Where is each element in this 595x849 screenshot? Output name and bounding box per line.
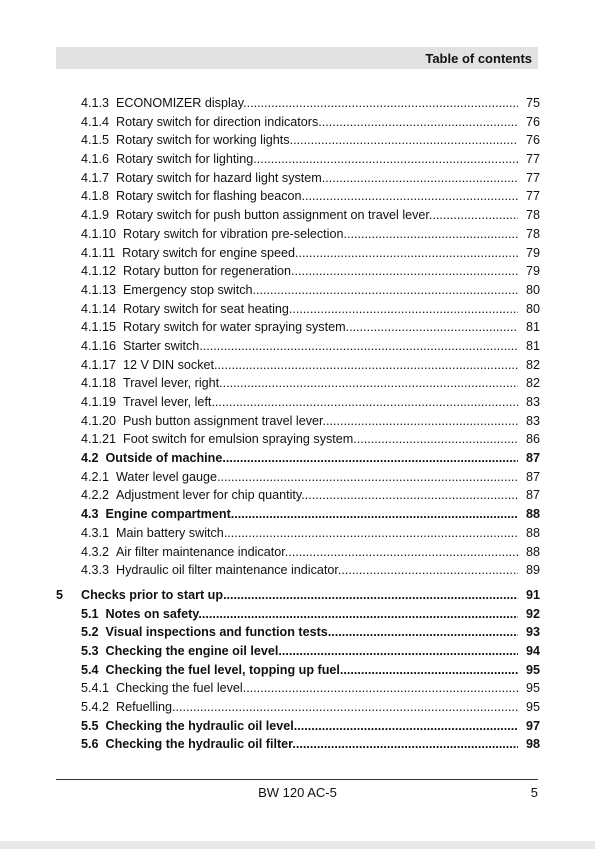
toc-entry[interactable] bbox=[56, 113, 540, 132]
toc-entry[interactable] bbox=[56, 131, 540, 150]
toc-entry-text: Rotary switch for engine speed bbox=[122, 245, 295, 260]
toc-entry-text: Rotary switch for seat heating bbox=[123, 301, 289, 316]
toc-entry-title bbox=[81, 468, 518, 487]
toc-entry[interactable] bbox=[56, 300, 540, 319]
toc-entry-number: 4.1.8 bbox=[81, 189, 110, 204]
toc-entry-number: 5.4.1 bbox=[81, 681, 110, 696]
toc-entry-page: 94 bbox=[525, 643, 540, 658]
toc-entry-title bbox=[81, 561, 518, 580]
toc-entry[interactable] bbox=[56, 206, 540, 225]
toc-entry-title bbox=[81, 623, 518, 642]
toc-entry-page: 88 bbox=[525, 544, 540, 559]
toc-entry-text: Engine compartment bbox=[105, 507, 231, 522]
toc-entry-number: 5.4 bbox=[81, 662, 99, 677]
toc-entry-title bbox=[81, 543, 518, 562]
toc-entry-page: 81 bbox=[525, 338, 540, 353]
page-header bbox=[56, 47, 538, 69]
toc-entry-number: 4.1.7 bbox=[81, 170, 110, 185]
toc-entry-text: Rotary switch for hazard light system bbox=[116, 170, 322, 185]
toc-entry-title bbox=[81, 524, 518, 543]
toc-entry-number: 4.3.2 bbox=[81, 544, 110, 559]
toc-entry-title bbox=[81, 430, 518, 449]
toc-entry-text: Foot switch for emulsion spraying system bbox=[123, 432, 354, 447]
toc-entry-page: 75 bbox=[525, 96, 540, 110]
toc-entry-title bbox=[81, 505, 518, 524]
footer-divider bbox=[56, 779, 538, 780]
toc-entry-text: Rotary switch for lighting bbox=[116, 152, 254, 167]
toc-entry-page: 80 bbox=[525, 301, 540, 316]
toc-entry-number: 4.1.6 bbox=[81, 152, 110, 167]
toc-entry-page: 86 bbox=[525, 432, 540, 447]
toc-entry[interactable] bbox=[56, 337, 540, 356]
toc-entry-text: Rotary button for regeneration bbox=[123, 264, 292, 279]
toc-entry-text: Visual inspections and function tests bbox=[105, 625, 328, 640]
toc-entry-number: 4.1.15 bbox=[81, 320, 117, 335]
chapter-page: 91 bbox=[525, 587, 540, 602]
toc-section-5 bbox=[56, 605, 540, 755]
toc-entry[interactable] bbox=[56, 244, 540, 263]
toc-entry-number: 5.4.2 bbox=[81, 700, 110, 714]
toc-entry-title bbox=[81, 337, 518, 356]
toc-entry-page: 88 bbox=[525, 525, 540, 540]
toc-entry-number: 4.3.1 bbox=[81, 525, 110, 540]
toc-entry-page: 87 bbox=[525, 469, 540, 484]
toc-entry-number: 4.1.3 bbox=[81, 96, 110, 110]
toc-entry[interactable] bbox=[56, 430, 540, 449]
toc-entry-title bbox=[81, 412, 518, 431]
chapter-title: Checks prior to start up ..... bbox=[81, 586, 518, 605]
toc-entry-page: 83 bbox=[525, 413, 540, 428]
toc-entry[interactable] bbox=[56, 679, 540, 698]
toc-entry-number: 4.1.9 bbox=[81, 208, 110, 223]
toc-entry-title bbox=[81, 113, 518, 132]
toc-entry-text: Rotary switch for direction indicators bbox=[116, 114, 319, 129]
toc-entry-text: 12 V DIN socket bbox=[123, 357, 215, 372]
toc-entry-title bbox=[81, 169, 518, 188]
toc-entry-title bbox=[81, 187, 518, 206]
toc-entry-number: 4.1.4 bbox=[81, 114, 110, 129]
toc-entry-title bbox=[81, 717, 518, 736]
toc-entry-number: 4.1.12 bbox=[81, 264, 117, 279]
toc-entry-title bbox=[81, 318, 518, 337]
toc-entry-text: Checking the fuel level bbox=[116, 681, 243, 696]
toc-entry-text: Checking the fuel level, topping up fuel bbox=[105, 662, 340, 677]
toc-entry-title bbox=[81, 94, 518, 113]
toc-entry-number: 4.1.17 bbox=[81, 357, 117, 372]
toc-entry[interactable] bbox=[56, 642, 540, 661]
toc-entry-page: 78 bbox=[525, 208, 540, 223]
toc-entry-text: Emergency stop switch bbox=[123, 282, 253, 297]
toc-entry-page: 92 bbox=[525, 606, 540, 621]
toc-entry[interactable] bbox=[56, 412, 540, 431]
toc-entry-title bbox=[81, 281, 518, 300]
toc-entry-number: 4.1.10 bbox=[81, 226, 117, 241]
toc-entry[interactable] bbox=[56, 150, 540, 169]
toc-entry-page: 81 bbox=[525, 320, 540, 335]
toc-entry-number: 4.2.1 bbox=[81, 469, 110, 484]
toc-entry-number: 5.1 bbox=[81, 606, 99, 621]
toc-entry-page: 95 bbox=[525, 681, 540, 696]
toc-entry-text: Checking the engine oil level bbox=[105, 643, 279, 658]
toc-entry-number: 4.1.19 bbox=[81, 395, 117, 409]
toc-entry-page: 89 bbox=[525, 563, 540, 578]
toc-entry-text: Travel lever, right bbox=[123, 376, 220, 391]
header-title: Table of contents bbox=[425, 51, 532, 66]
toc-entry[interactable] bbox=[56, 605, 540, 624]
toc-entry[interactable] bbox=[56, 356, 540, 375]
toc-entry-text: Travel lever, left bbox=[123, 395, 212, 409]
toc-chapter-5[interactable] bbox=[56, 586, 540, 605]
toc-entry-number: 4.1.20 bbox=[81, 413, 117, 428]
toc-entry-title bbox=[81, 449, 518, 468]
toc-entry-page: 98 bbox=[525, 737, 540, 752]
toc-entry-page: 77 bbox=[525, 189, 540, 204]
toc-entry-page: 88 bbox=[525, 507, 540, 522]
toc-entry[interactable] bbox=[56, 449, 540, 468]
toc-entry-page: 79 bbox=[525, 245, 540, 260]
toc-section-4 bbox=[56, 94, 540, 580]
toc-entry-page: 76 bbox=[525, 114, 540, 129]
toc-entry[interactable] bbox=[56, 661, 540, 680]
toc-entry[interactable] bbox=[56, 281, 540, 300]
toc-entry-page: 83 bbox=[525, 395, 540, 409]
toc-entry-page: 95 bbox=[525, 662, 540, 677]
toc-entry-page: 82 bbox=[525, 376, 540, 391]
toc-entry[interactable] bbox=[56, 318, 540, 337]
toc-entry[interactable] bbox=[56, 262, 540, 281]
toc-entry-text: ECONOMIZER display bbox=[116, 96, 244, 110]
toc-entry-title bbox=[81, 131, 518, 150]
toc-entry-text: Rotary switch for water spraying system bbox=[123, 320, 346, 335]
toc-entry-number: 4.1.11 bbox=[81, 245, 116, 260]
toc-entry-page: 78 bbox=[525, 226, 540, 241]
toc-entry-number: 5.6 bbox=[81, 737, 99, 752]
toc-entry-text: Checking the hydraulic oil level bbox=[105, 718, 294, 733]
toc-entry-title bbox=[81, 698, 518, 717]
toc-entry[interactable] bbox=[56, 543, 540, 562]
toc-entry-text: Checking the hydraulic oil filter bbox=[105, 737, 293, 752]
toc-entry-text: Main battery switch bbox=[116, 525, 224, 540]
toc-entry-title bbox=[81, 642, 518, 661]
toc-entry-title bbox=[81, 605, 518, 624]
toc-entry[interactable] bbox=[56, 169, 540, 188]
toc-entry-number: 4.3.3 bbox=[81, 563, 110, 578]
toc-entry-title bbox=[81, 393, 518, 412]
toc-entry-page: 80 bbox=[525, 282, 540, 297]
toc-entry-page: 93 bbox=[525, 625, 540, 640]
toc-entry-title bbox=[81, 356, 518, 375]
toc-entry[interactable] bbox=[56, 374, 540, 393]
toc-entry-title bbox=[81, 150, 518, 169]
toc-entry[interactable] bbox=[56, 393, 540, 412]
toc-entry[interactable] bbox=[56, 94, 540, 113]
toc-entry-title bbox=[81, 679, 518, 698]
toc-entry-number: 4.1.5 bbox=[81, 133, 110, 148]
toc-entry-text: Starter switch bbox=[123, 338, 200, 353]
toc-entry-text: Refuelling bbox=[116, 700, 173, 714]
toc-entry-title bbox=[81, 735, 518, 754]
toc-entry-title bbox=[81, 244, 518, 263]
footer-document-title: BW 120 AC-5 bbox=[258, 785, 337, 800]
toc-entry-number: 4.2 bbox=[81, 451, 99, 466]
toc-entry-number: 4.1.18 bbox=[81, 376, 117, 391]
table-of-contents bbox=[56, 94, 540, 754]
toc-entry-title bbox=[81, 300, 518, 319]
toc-entry-page: 77 bbox=[525, 152, 540, 167]
toc-entry-text: Rotary switch for working lights bbox=[116, 133, 290, 148]
toc-entry-page: 97 bbox=[525, 718, 540, 733]
toc-entry[interactable] bbox=[56, 225, 540, 244]
toc-entry-text: Adjustment lever for chip quantity bbox=[116, 488, 302, 503]
toc-entry[interactable] bbox=[56, 698, 540, 717]
toc-entry[interactable] bbox=[56, 735, 540, 754]
toc-entry-number: 4.1.14 bbox=[81, 301, 117, 316]
toc-entry-text: Rotary switch for vibration pre-selection bbox=[123, 226, 344, 241]
toc-entry-page: 79 bbox=[525, 264, 540, 279]
toc-entry-text: Notes on safety bbox=[105, 606, 199, 621]
toc-entry[interactable] bbox=[56, 717, 540, 736]
toc-entry[interactable] bbox=[56, 187, 540, 206]
toc-entry-text: Hydraulic oil filter maintenance indicator bbox=[116, 563, 338, 578]
toc-entry-number: 4.3 bbox=[81, 507, 99, 522]
toc-entry-page: 87 bbox=[525, 488, 540, 503]
toc-entry-text: Rotary switch for push button assignment on travel lever bbox=[116, 208, 429, 223]
toc-entry[interactable] bbox=[56, 561, 540, 580]
chapter-number: 5 bbox=[56, 587, 64, 602]
footer-page-number: 5 bbox=[530, 785, 538, 800]
toc-entry-page: 82 bbox=[525, 357, 540, 372]
toc-entry-text: Push button assignment travel lever bbox=[123, 413, 323, 428]
toc-entry[interactable] bbox=[56, 623, 540, 642]
bottom-strip bbox=[0, 841, 595, 849]
toc-entry-title bbox=[81, 262, 518, 281]
toc-entry-number: 4.1.13 bbox=[81, 282, 117, 297]
toc-entry-number: 4.1.21 bbox=[81, 432, 117, 447]
toc-entry-number: 5.3 bbox=[81, 643, 99, 658]
toc-entry-title bbox=[81, 374, 518, 393]
toc-entry-title bbox=[81, 225, 518, 244]
toc-entry-number: 5.2 bbox=[81, 625, 99, 640]
toc-entry-number: 5.5 bbox=[81, 718, 99, 733]
toc-entry-title bbox=[81, 486, 518, 505]
toc-entry-page: 87 bbox=[525, 451, 540, 466]
toc-entry-text: Rotary switch for flashing beacon bbox=[116, 189, 302, 204]
toc-entry[interactable] bbox=[56, 505, 540, 524]
toc-entry-title bbox=[81, 206, 518, 225]
toc-entry-number: 4.2.2 bbox=[81, 488, 110, 503]
toc-entry-page: 77 bbox=[525, 170, 540, 185]
toc-entry[interactable] bbox=[56, 468, 540, 487]
toc-entry-text: Outside of machine bbox=[105, 451, 223, 466]
toc-entry-number: 4.1.16 bbox=[81, 338, 117, 353]
toc-entry-text: Air filter maintenance indicator bbox=[116, 544, 285, 559]
toc-entry-text: Water level gauge bbox=[116, 469, 218, 484]
toc-entry-title bbox=[81, 661, 518, 680]
toc-entry[interactable] bbox=[56, 524, 540, 543]
toc-entry[interactable] bbox=[56, 486, 540, 505]
toc-entry-page: 76 bbox=[525, 133, 540, 148]
toc-entry-page: 95 bbox=[525, 700, 540, 714]
